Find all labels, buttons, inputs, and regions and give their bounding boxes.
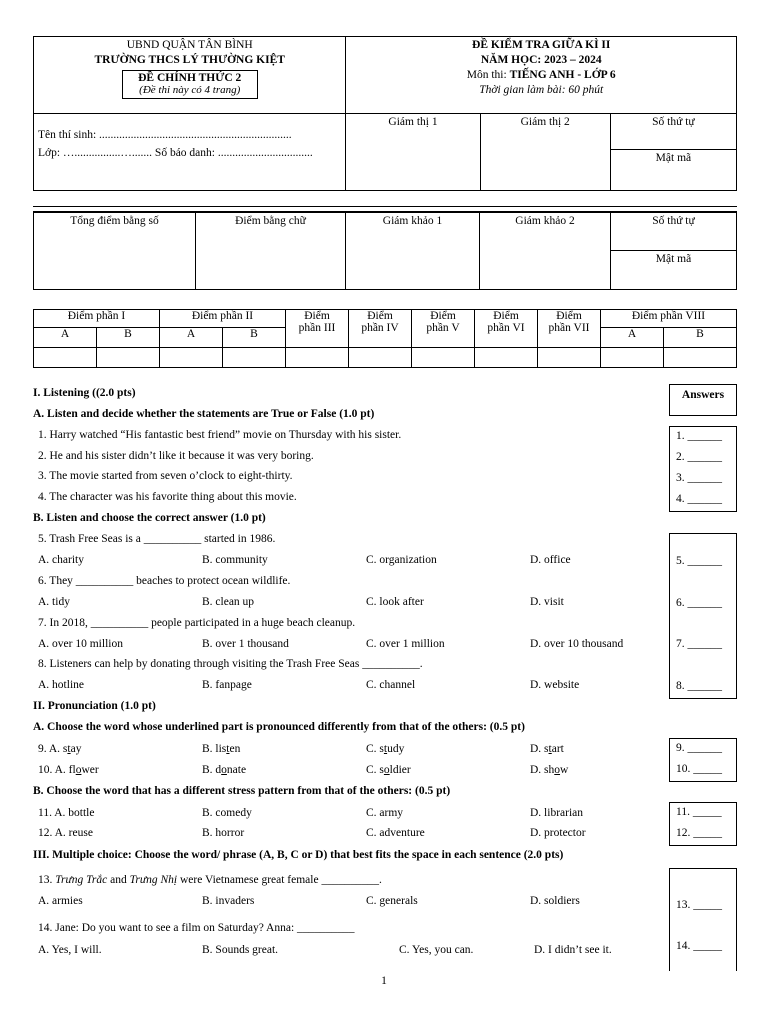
parts-table bbox=[33, 309, 737, 368]
option[interactable]: A. armies bbox=[38, 895, 83, 907]
question-5-options bbox=[38, 554, 678, 570]
option[interactable]: B. fanpage bbox=[202, 679, 252, 691]
q13-name-2: Trưng Nhị bbox=[129, 874, 178, 886]
part-4-score bbox=[349, 310, 412, 348]
score-cell bbox=[97, 348, 160, 368]
answer-box-5-8 bbox=[669, 533, 737, 699]
option[interactable]: 12. A. reuse bbox=[38, 827, 93, 839]
part-3-line2: phần III bbox=[298, 322, 336, 334]
grading-secret-code: Mật mã bbox=[655, 253, 692, 265]
examiner-2: Giám khảo 2 bbox=[480, 213, 611, 290]
option[interactable] bbox=[202, 764, 246, 776]
answer-9[interactable]: 9. ______ bbox=[676, 742, 722, 754]
score-cell bbox=[664, 348, 737, 368]
q13-text: were Vietnamese great female __________. bbox=[177, 874, 382, 886]
q13-text: and bbox=[107, 874, 130, 886]
underlined-part: o bbox=[383, 764, 390, 776]
order-number: Số thứ tự bbox=[611, 114, 736, 150]
code-cell bbox=[610, 114, 736, 191]
option[interactable] bbox=[38, 764, 99, 776]
school-name: TRƯỜNG THCS LÝ THƯỜNG KIỆT bbox=[94, 54, 285, 66]
part-1b: B bbox=[97, 328, 160, 348]
part-7-line2: phần VII bbox=[548, 322, 590, 334]
part-2a: A bbox=[160, 328, 223, 348]
option[interactable]: B. comedy bbox=[202, 807, 252, 819]
part-5-line1: Điểm bbox=[430, 310, 456, 322]
question-6-options bbox=[38, 596, 678, 612]
option[interactable]: C. look after bbox=[366, 596, 424, 608]
option[interactable]: D. I didn’t see it. bbox=[534, 944, 612, 956]
option-text: C. s bbox=[366, 743, 384, 755]
grading-order-number: Số thứ tự bbox=[611, 213, 736, 251]
option[interactable]: C. army bbox=[366, 807, 404, 819]
exam-title: ĐỀ KIỂM TRA GIỮA KÌ II bbox=[472, 39, 611, 51]
answer-8[interactable]: 8. ______ bbox=[676, 680, 722, 692]
question-9-options bbox=[38, 743, 678, 759]
part-2b: B bbox=[223, 328, 286, 348]
underlined-part: t bbox=[548, 743, 552, 755]
option-text: art bbox=[551, 743, 564, 755]
district: UBND QUẬN TÂN BÌNH bbox=[126, 39, 253, 51]
exam-time: Thời gian làm bài: 60 phút bbox=[479, 84, 604, 96]
underlined-part: o bbox=[75, 764, 82, 776]
option-text: wer bbox=[81, 764, 99, 776]
question-4: 4. The character was his favorite thing about this movie. bbox=[38, 491, 297, 503]
option-text: udy bbox=[387, 743, 405, 755]
option-text: C. s bbox=[366, 764, 384, 776]
option[interactable]: B. Sounds great. bbox=[202, 944, 279, 956]
underlined-part: t bbox=[67, 743, 71, 755]
section-1a-title: A. Listen and decide whether the statements are True or False (1.0 pt) bbox=[33, 408, 375, 420]
answer-13[interactable]: 13. _____ bbox=[676, 899, 722, 911]
option[interactable] bbox=[366, 764, 411, 776]
score-cell bbox=[223, 348, 286, 368]
option[interactable]: B. over 1 thousand bbox=[202, 638, 289, 650]
part-6-line1: Điểm bbox=[493, 310, 519, 322]
score-cell bbox=[538, 348, 601, 368]
section-1-title: I. Listening ((2.0 pts) bbox=[33, 387, 136, 399]
question-14-options bbox=[38, 944, 678, 960]
part-8a: A bbox=[601, 328, 664, 348]
option[interactable]: C. adventure bbox=[366, 827, 425, 839]
option[interactable]: B. clean up bbox=[202, 596, 255, 608]
option[interactable]: C. over 1 million bbox=[366, 638, 445, 650]
part-5-line2: phần V bbox=[426, 322, 460, 334]
option[interactable]: A. hotline bbox=[38, 679, 84, 691]
header-table bbox=[33, 36, 737, 191]
answer-3[interactable]: 3. ______ bbox=[676, 472, 722, 484]
option[interactable]: A. tidy bbox=[38, 596, 70, 608]
part-8b: B bbox=[664, 328, 737, 348]
answer-10[interactable]: 10. _____ bbox=[676, 763, 722, 775]
question-10-options bbox=[38, 764, 678, 780]
option[interactable] bbox=[366, 743, 404, 755]
secret-code: Mật mã bbox=[655, 152, 692, 164]
option[interactable]: B. community bbox=[202, 554, 268, 566]
question-7: 7. In 2018, __________ people participated in a huge beach cleanup. bbox=[38, 617, 356, 629]
answer-11[interactable]: 11. _____ bbox=[676, 806, 722, 818]
option[interactable]: D. visit bbox=[530, 596, 564, 608]
supervisor-1: Giám thị 1 bbox=[346, 114, 480, 191]
option-text: ldier bbox=[389, 764, 411, 776]
section-3-title: III. Multiple choice: Choose the word/ phrase (A, B, C or D) that best fits the space in each sentence (2.0 pts) bbox=[33, 849, 564, 861]
page-number: 1 bbox=[381, 975, 387, 987]
option-text: nate bbox=[226, 764, 247, 776]
answer-box-9-10 bbox=[669, 738, 737, 782]
answer-2[interactable]: 2. ______ bbox=[676, 451, 722, 463]
option[interactable]: A. over 10 million bbox=[38, 638, 123, 650]
total-number: Tổng điểm bằng số bbox=[34, 213, 196, 290]
option[interactable]: C. Yes, you can. bbox=[399, 944, 474, 956]
answer-12[interactable]: 12. _____ bbox=[676, 827, 722, 839]
option[interactable]: 11. A. bottle bbox=[38, 807, 95, 819]
q13-name-1: Trưng Trắc bbox=[55, 874, 108, 886]
option[interactable] bbox=[530, 743, 564, 755]
section-1b-title: B. Listen and choose the correct answer (1.0 pt) bbox=[33, 512, 266, 524]
question-2: 2. He and his sister didn’t like it because it was very boring. bbox=[38, 450, 314, 462]
candidate-name-field: Tên thí sinh: ................................................................... bbox=[38, 129, 292, 141]
grading-table bbox=[33, 212, 737, 290]
part-7-score bbox=[538, 310, 601, 348]
part-6-score bbox=[475, 310, 538, 348]
pages-note: (Đề thi này có 4 trang) bbox=[139, 84, 241, 96]
school-info bbox=[34, 37, 346, 114]
candidate-info bbox=[34, 114, 346, 191]
total-words: Điểm bằng chữ bbox=[196, 213, 346, 290]
option[interactable]: B. horror bbox=[202, 827, 245, 839]
option[interactable]: C. channel bbox=[366, 679, 416, 691]
score-cell bbox=[160, 348, 223, 368]
option[interactable]: B. invaders bbox=[202, 895, 255, 907]
subject: TIẾNG ANH - LỚP 6 bbox=[509, 69, 616, 81]
option[interactable]: C. organization bbox=[366, 554, 437, 566]
option[interactable]: D. protector bbox=[530, 827, 586, 839]
section-2-title: II. Pronunciation (1.0 pt) bbox=[33, 700, 156, 712]
option[interactable]: D. office bbox=[530, 554, 571, 566]
option[interactable]: C. generals bbox=[366, 895, 418, 907]
underlined-part: t bbox=[383, 743, 388, 755]
option-text: ay bbox=[70, 743, 82, 755]
option-text: B. lis bbox=[202, 743, 227, 755]
part-6-line2: phần VI bbox=[487, 322, 525, 334]
option[interactable]: D. soldiers bbox=[530, 895, 580, 907]
question-1: 1. Harry watched “His fantastic best friend” movie on Thursday with his sister. bbox=[38, 429, 402, 441]
question-7-options bbox=[38, 638, 678, 654]
underlined-part: t bbox=[226, 743, 230, 755]
question-8: 8. Listeners can help by donating through visiting the Trash Free Seas __________. bbox=[38, 658, 423, 670]
score-cell bbox=[34, 348, 97, 368]
question-3: 3. The movie started from seven o’clock to eight-thirty. bbox=[38, 470, 293, 482]
official-box bbox=[122, 70, 258, 99]
part-3-score bbox=[286, 310, 349, 348]
answer-box-13-14 bbox=[669, 868, 737, 971]
class-field: Lớp: …................…....... Số báo danh: ................................. bbox=[38, 147, 313, 159]
answer-5[interactable]: 5. ______ bbox=[676, 555, 722, 567]
question-6: 6. They __________ beaches to protect ocean wildlife. bbox=[38, 575, 291, 587]
examiner-1: Giám khảo 1 bbox=[346, 213, 480, 290]
answer-1[interactable]: 1. ______ bbox=[676, 430, 722, 442]
part-7-line1: Điểm bbox=[556, 310, 582, 322]
underlined-part: o bbox=[221, 764, 227, 776]
option-text: w bbox=[560, 764, 569, 776]
option-text: D. s bbox=[530, 743, 549, 755]
option[interactable]: A. charity bbox=[38, 554, 84, 566]
answer-6[interactable]: 6. ______ bbox=[676, 597, 722, 609]
part-4-line1: Điểm bbox=[367, 310, 393, 322]
score-cell bbox=[601, 348, 664, 368]
question-14: 14. Jane: Do you want to see a film on Saturday? Anna: __________ bbox=[38, 922, 355, 934]
subject-prefix: Môn thi: bbox=[466, 69, 510, 81]
subject-line bbox=[346, 69, 736, 81]
question-12-options bbox=[38, 827, 678, 843]
part-1a: A bbox=[34, 328, 97, 348]
section-2a-title: A. Choose the word whose underlined part is pronounced differently from that of the others: (0.5 pt) bbox=[33, 721, 525, 733]
option-text: D. sh bbox=[530, 764, 555, 776]
q13-text: 13. bbox=[38, 874, 56, 886]
score-cell bbox=[349, 348, 412, 368]
school-year: NĂM HỌC: 2023 – 2024 bbox=[480, 54, 602, 66]
option-text: 9. A. s bbox=[38, 743, 68, 755]
option-text: en bbox=[229, 743, 241, 755]
question-13 bbox=[38, 874, 678, 890]
option[interactable]: D. website bbox=[530, 679, 580, 691]
score-cell bbox=[412, 348, 475, 368]
option-text: B. d bbox=[202, 764, 222, 776]
answer-box-11-12 bbox=[669, 802, 737, 846]
option[interactable]: D. over 10 thousand bbox=[530, 638, 624, 650]
section-2b-title: B. Choose the word that has a different stress pattern from that of the others: (0.5 pt) bbox=[33, 785, 451, 797]
supervisor-2: Giám thị 2 bbox=[480, 114, 610, 191]
question-5: 5. Trash Free Seas is a __________ started in 1986. bbox=[38, 533, 276, 545]
part-4-line2: phần IV bbox=[361, 322, 399, 334]
score-cell bbox=[286, 348, 349, 368]
option[interactable] bbox=[202, 743, 240, 755]
score-cell bbox=[475, 348, 538, 368]
part-5-score bbox=[412, 310, 475, 348]
answer-4[interactable]: 4. ______ bbox=[676, 493, 722, 505]
answer-box-1-4 bbox=[669, 426, 737, 512]
answers-header: Answers bbox=[669, 384, 737, 416]
underlined-part: o bbox=[554, 764, 561, 776]
part-8-score: Điểm phần VIII bbox=[601, 310, 737, 328]
part-1-score: Điểm phần I bbox=[34, 310, 160, 328]
option[interactable]: D. librarian bbox=[530, 807, 584, 819]
grading-code-cell bbox=[611, 213, 737, 290]
part-3-line1: Điểm bbox=[304, 310, 330, 322]
option[interactable] bbox=[530, 764, 568, 776]
option[interactable] bbox=[38, 743, 81, 755]
option[interactable]: A. Yes, I will. bbox=[38, 944, 102, 956]
exam-info bbox=[346, 37, 737, 114]
part-2-score: Điểm phần II bbox=[160, 310, 286, 328]
question-13-options bbox=[38, 895, 678, 911]
question-11-options bbox=[38, 807, 678, 823]
option-text: 10. A. fl bbox=[38, 764, 76, 776]
official-label: ĐỀ CHÍNH THỨC 2 bbox=[138, 72, 242, 84]
question-8-options bbox=[38, 679, 678, 695]
answer-7[interactable]: 7. ______ bbox=[676, 638, 722, 650]
answer-14[interactable]: 14. _____ bbox=[676, 940, 722, 952]
